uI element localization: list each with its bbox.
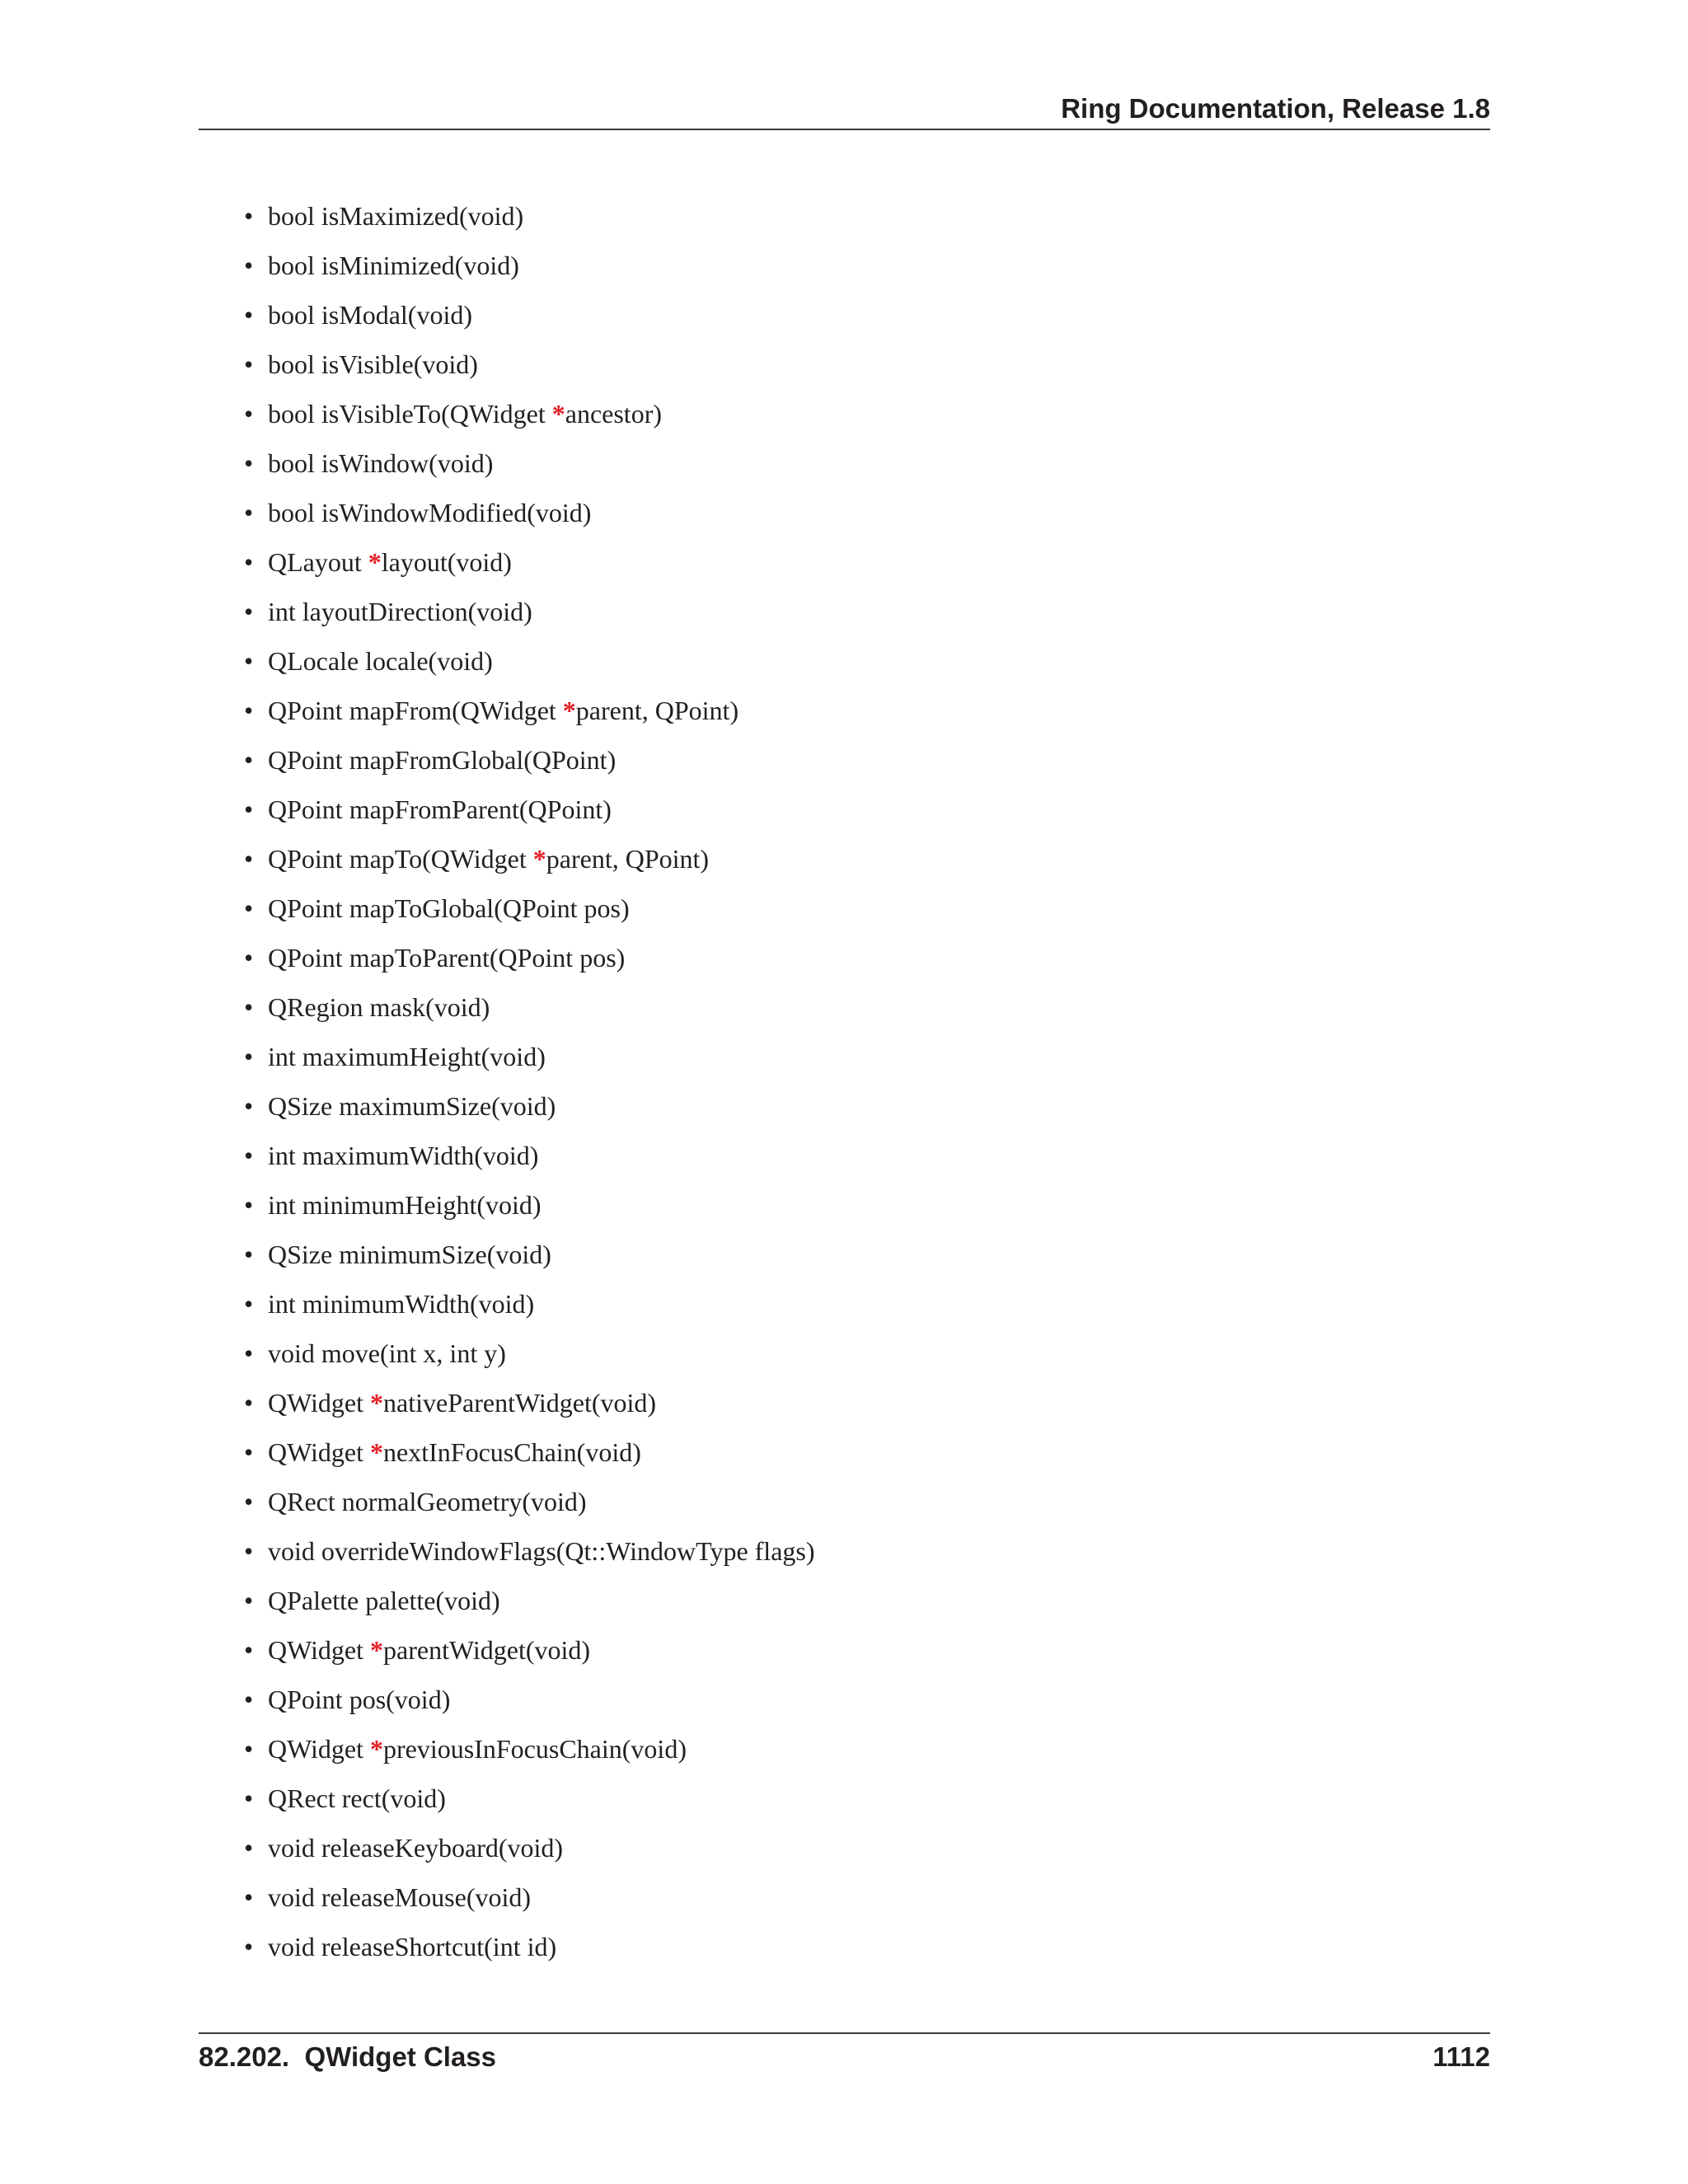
- bullet-icon: •: [244, 251, 254, 280]
- method-item: [244, 1335, 815, 1385]
- bullet-icon: •: [244, 1833, 254, 1863]
- bullet-icon: •: [244, 1091, 254, 1121]
- method-item: [244, 643, 815, 692]
- bullet-icon: •: [244, 1240, 254, 1269]
- method-signature-rest: ancestor): [565, 399, 662, 429]
- method-signature-rest: layout(void): [381, 547, 512, 577]
- method-signature: int minimumHeight(void): [268, 1190, 542, 1220]
- pointer-asterisk: *: [370, 1388, 384, 1418]
- method-signature: QWidget: [268, 1437, 371, 1467]
- method-item: [244, 593, 815, 643]
- bullet-icon: •: [244, 844, 254, 874]
- method-item: [244, 544, 815, 593]
- bullet-icon: •: [244, 201, 254, 231]
- method-signature: bool isMaximized(void): [268, 201, 524, 231]
- bullet-icon: •: [244, 1141, 254, 1170]
- bullet-icon: •: [244, 1190, 254, 1220]
- bullet-icon: •: [244, 1042, 254, 1071]
- method-item: [244, 396, 815, 445]
- method-signature-rest: previousInFocusChain(void): [383, 1734, 687, 1764]
- method-signature: QSize maximumSize(void): [268, 1091, 556, 1121]
- bullet-icon: •: [244, 597, 254, 626]
- method-item: [244, 890, 815, 940]
- bullet-icon: •: [244, 399, 254, 429]
- method-signature: QRegion mask(void): [268, 992, 490, 1022]
- method-signature-rest: nativeParentWidget(void): [383, 1388, 657, 1418]
- method-item: [244, 1533, 815, 1582]
- bullet-icon: •: [244, 992, 254, 1022]
- method-item: [244, 1434, 815, 1483]
- method-signature: bool isVisible(void): [268, 349, 478, 379]
- method-signature: QPoint mapTo(QWidget: [268, 844, 533, 874]
- method-signature: QLayout: [268, 547, 368, 577]
- method-item: [244, 692, 815, 742]
- method-signature-rest: nextInFocusChain(void): [383, 1437, 641, 1467]
- bullet-icon: •: [244, 547, 254, 577]
- method-item: [244, 1385, 815, 1434]
- method-item: [244, 1632, 815, 1681]
- pointer-asterisk: *: [370, 1437, 384, 1467]
- method-signature: bool isWindowModified(void): [268, 498, 592, 527]
- page-header: [199, 89, 1490, 130]
- bullet-icon: •: [244, 448, 254, 478]
- bullet-icon: •: [244, 1685, 254, 1714]
- bullet-icon: •: [244, 1487, 254, 1516]
- method-item: [244, 1187, 815, 1236]
- bullet-icon: •: [244, 646, 254, 676]
- bullet-icon: •: [244, 300, 254, 330]
- bullet-icon: •: [244, 943, 254, 972]
- page-footer: [199, 2032, 1490, 2082]
- method-item: [244, 791, 815, 841]
- method-item: [244, 1483, 815, 1533]
- bullet-icon: •: [244, 1932, 254, 1961]
- method-signature: int maximumWidth(void): [268, 1141, 539, 1170]
- section-title: 82.202. QWidget Class: [199, 2041, 497, 2072]
- bullet-icon: •: [244, 1635, 254, 1665]
- method-signature: QPoint mapToParent(QPoint pos): [268, 943, 626, 972]
- method-item: [244, 989, 815, 1038]
- method-item: [244, 1681, 815, 1731]
- bullet-icon: •: [244, 696, 254, 725]
- method-item: [244, 297, 815, 346]
- pointer-asterisk: *: [370, 1734, 384, 1764]
- method-signature: QPoint mapToGlobal(QPoint pos): [268, 893, 630, 923]
- pointer-asterisk: *: [562, 696, 576, 725]
- method-signature: bool isMinimized(void): [268, 251, 519, 280]
- method-signature: bool isVisibleTo(QWidget: [268, 399, 552, 429]
- method-signature: void releaseKeyboard(void): [268, 1833, 564, 1863]
- method-signature: QPoint mapFromParent(QPoint): [268, 794, 612, 824]
- method-item: [244, 247, 815, 297]
- pointer-asterisk: *: [551, 399, 565, 429]
- method-signature: QRect rect(void): [268, 1783, 446, 1813]
- method-item: [244, 1137, 815, 1187]
- document-title: Ring Documentation, Release 1.8: [1061, 93, 1490, 124]
- method-signature-rest: parent, QPoint): [575, 696, 739, 725]
- method-signature: QWidget: [268, 1734, 371, 1764]
- method-item: [244, 841, 815, 890]
- pointer-asterisk: *: [370, 1635, 384, 1665]
- method-signature: void releaseShortcut(int id): [268, 1932, 557, 1961]
- bullet-icon: •: [244, 1586, 254, 1615]
- method-item: [244, 1879, 815, 1929]
- method-item: [244, 1286, 815, 1335]
- method-item: [244, 1731, 815, 1780]
- bullet-icon: •: [244, 1388, 254, 1418]
- method-list: [244, 198, 815, 1978]
- method-item: [244, 1236, 815, 1286]
- method-signature: QPoint mapFromGlobal(QPoint): [268, 745, 617, 775]
- method-signature: int layoutDirection(void): [268, 597, 532, 626]
- bullet-icon: •: [244, 349, 254, 379]
- method-item: [244, 494, 815, 544]
- bullet-icon: •: [244, 893, 254, 923]
- method-signature: QPoint pos(void): [268, 1685, 451, 1714]
- bullet-icon: •: [244, 1338, 254, 1368]
- method-signature: QRect normalGeometry(void): [268, 1487, 587, 1516]
- bullet-icon: •: [244, 1289, 254, 1319]
- bullet-icon: •: [244, 1437, 254, 1467]
- method-signature: void releaseMouse(void): [268, 1882, 532, 1912]
- method-item: [244, 742, 815, 791]
- method-signature: QLocale locale(void): [268, 646, 493, 676]
- bullet-icon: •: [244, 498, 254, 527]
- bullet-icon: •: [244, 1734, 254, 1764]
- method-signature: QSize minimumSize(void): [268, 1240, 551, 1269]
- method-signature: void move(int x, int y): [268, 1338, 506, 1368]
- page-number: 1112: [1432, 2041, 1490, 2072]
- method-item: [244, 1780, 815, 1830]
- method-signature: int maximumHeight(void): [268, 1042, 546, 1071]
- method-signature: QPoint mapFrom(QWidget: [268, 696, 563, 725]
- method-item: [244, 198, 815, 247]
- bullet-icon: •: [244, 745, 254, 775]
- pointer-asterisk: *: [532, 844, 546, 874]
- pointer-asterisk: *: [368, 547, 382, 577]
- method-signature-rest: parent, QPoint): [546, 844, 710, 874]
- method-item: [244, 1582, 815, 1632]
- bullet-icon: •: [244, 1783, 254, 1813]
- bullet-icon: •: [244, 1882, 254, 1912]
- method-signature: QWidget: [268, 1635, 371, 1665]
- method-signature: bool isModal(void): [268, 300, 472, 330]
- method-signature: bool isWindow(void): [268, 448, 494, 478]
- method-item: [244, 1929, 815, 1978]
- method-signature: QWidget: [268, 1388, 371, 1418]
- bullet-icon: •: [244, 1536, 254, 1566]
- method-signature: void overrideWindowFlags(Qt::WindowType flags): [268, 1536, 815, 1566]
- method-item: [244, 940, 815, 989]
- method-signature: int minimumWidth(void): [268, 1289, 535, 1319]
- bullet-icon: •: [244, 794, 254, 824]
- method-signature-rest: parentWidget(void): [383, 1635, 591, 1665]
- method-item: [244, 1830, 815, 1879]
- method-item: [244, 1038, 815, 1088]
- method-item: [244, 346, 815, 396]
- method-signature: QPalette palette(void): [268, 1586, 500, 1615]
- method-item: [244, 445, 815, 494]
- method-item: [244, 1088, 815, 1137]
